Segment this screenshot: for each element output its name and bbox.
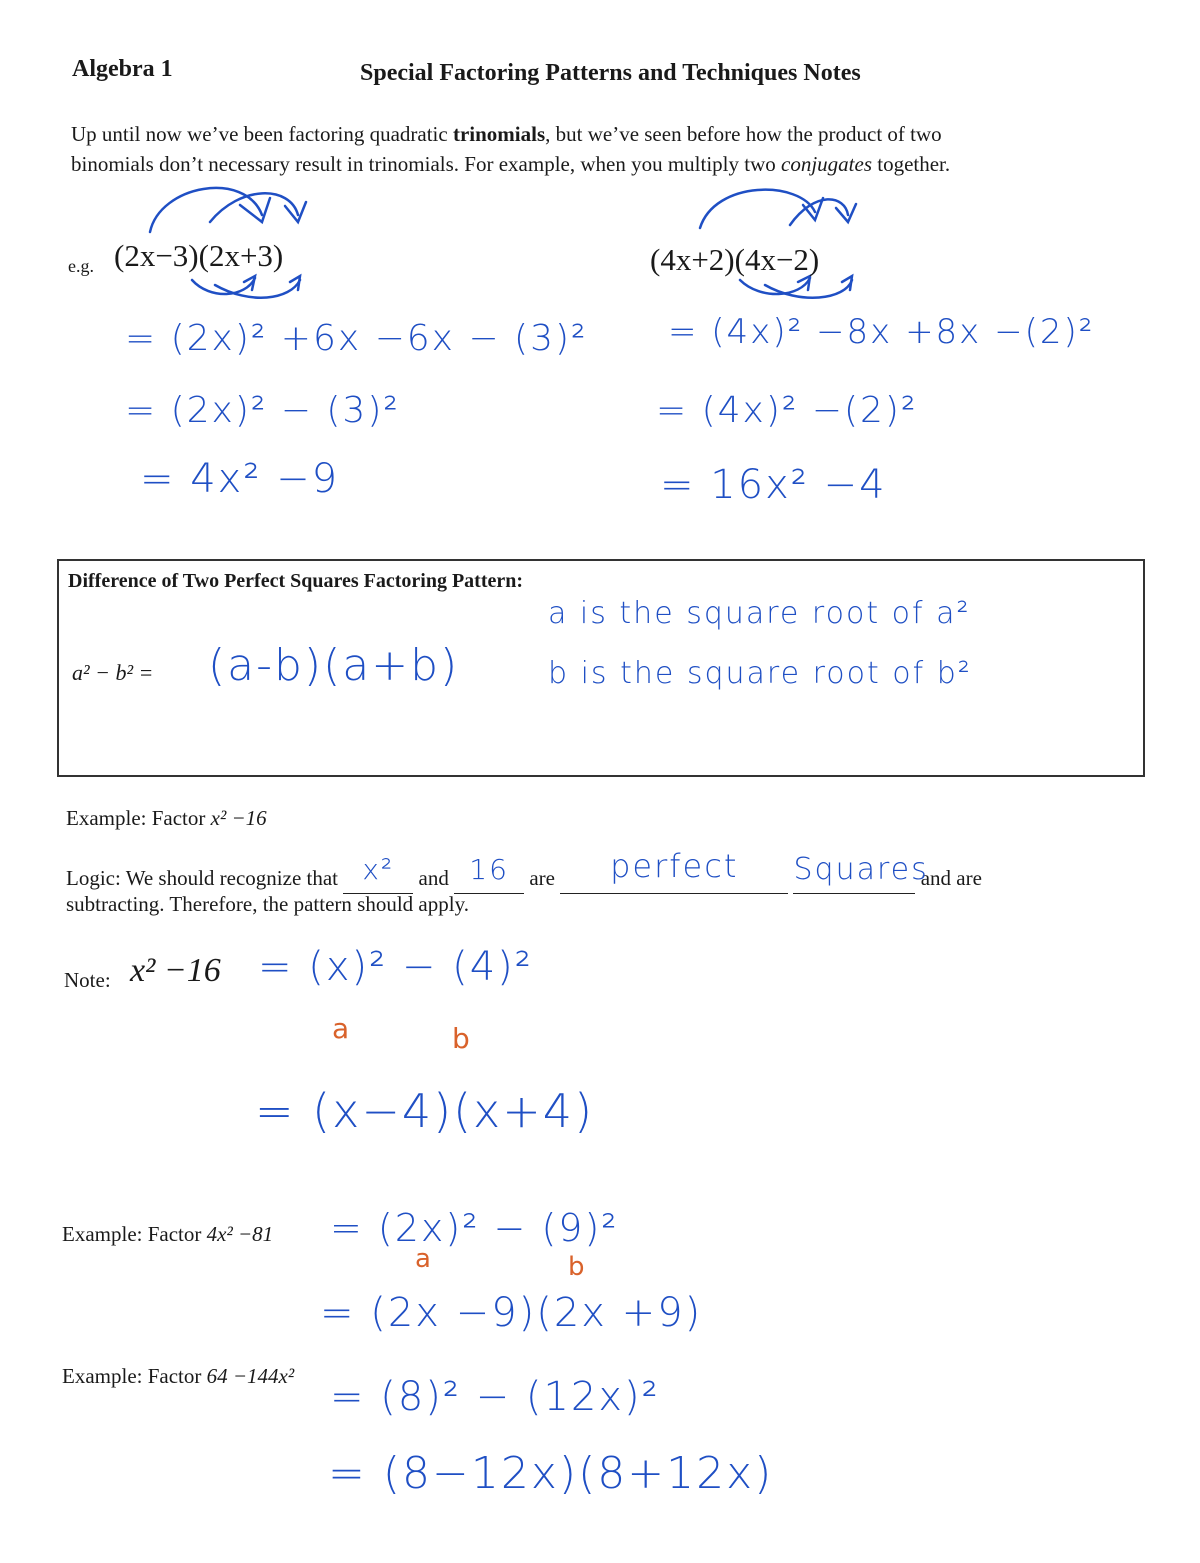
pattern-formula-rhs: (a-b)(a+b) [208,640,460,691]
logic-prefix: Logic: We should recognize that [66,866,339,890]
example3-heading [62,1362,294,1391]
intro-text-d: together. [872,152,951,176]
pattern-note-a: a is the square root of a² [548,596,971,631]
note-work: = (x)² − (4)² [258,944,533,990]
left-work-line-2: = (2x)² − (3)² [125,390,400,431]
logic-blank-1-value: x² [362,853,395,886]
note-expression: x² −16 [130,952,221,989]
note-label-b: b [452,1022,470,1055]
note-label: Note: [64,968,111,992]
example3-expression: 64 −144x² [206,1364,295,1388]
logic-line-2: subtracting. Therefore, the pattern should apply. [66,892,469,916]
intro-text-c: binomials don’t necessary result in trinomials. For example, when you multiply two [71,152,782,176]
note-label-a: a [332,1012,350,1045]
pattern-note-b: b is the square root of b² [548,656,972,691]
example2-label: Example: Factor [62,1222,202,1246]
logic-blank-3 [560,847,788,894]
right-work-line-1: = (4x)² −8x +8x −(2)² [668,312,1095,352]
example2-heading [62,1220,273,1249]
logic-blank-3-value: perfect [610,847,739,885]
logic-blank-4 [793,852,929,894]
right-work-line-3: = 16x² −4 [660,462,887,508]
intro-text-a: Up until now we’ve been factoring quadratic [71,122,453,146]
right-conjugate-product: (4x+2)(4x−2) [650,242,820,277]
pattern-formula-lhs: a² − b² = [72,660,154,685]
left-conjugate-product: (2x−3)(2x+3) [114,238,284,273]
eg-label: e.g. [68,256,94,276]
logic-suffix: and are [920,866,982,890]
left-work-line-3: = 4x² −9 [140,456,340,502]
intro-text-b: , but we’ve seen before how the product of two [545,122,942,146]
left-work-line-1: = (2x)² +6x −6x − (3)² [125,318,588,359]
logic-blank-4-value: Squares [793,852,929,887]
example1-label: Example: Factor [66,806,206,830]
example1-expression: x² −16 [210,806,267,830]
example1-result: = (x−4)(x+4) [255,1084,595,1138]
example3-work-1: = (8)² − (12x)² [330,1374,660,1420]
logic-blank-2-value: 16 [469,853,509,886]
right-work-line-2: = (4x)² −(2)² [656,390,918,431]
page-title: Special Factoring Patterns and Techniques Notes [360,60,861,86]
example2-label-b: b [568,1252,585,1282]
course-title: Algebra 1 [72,56,173,82]
example2-work-1: = (2x)² − (9)² [330,1206,619,1250]
intro-bold-word: trinomials [452,122,546,146]
example1-heading [66,804,267,833]
pattern-title: Difference of Two Perfect Squares Factoring Pattern: [68,570,524,592]
example2-expression: 4x² −81 [206,1222,274,1246]
example2-label-a: a [415,1244,431,1274]
logic-line-1 [66,847,982,894]
intro-italic-word: conjugates [781,152,872,176]
example3-label: Example: Factor [62,1364,202,1388]
example3-work-2: = (8−12x)(8+12x) [328,1448,774,1499]
example2-work-2: = (2x −9)(2x +9) [320,1290,703,1336]
logic-are-word: are [529,866,555,890]
logic-and-word: and [418,866,449,890]
